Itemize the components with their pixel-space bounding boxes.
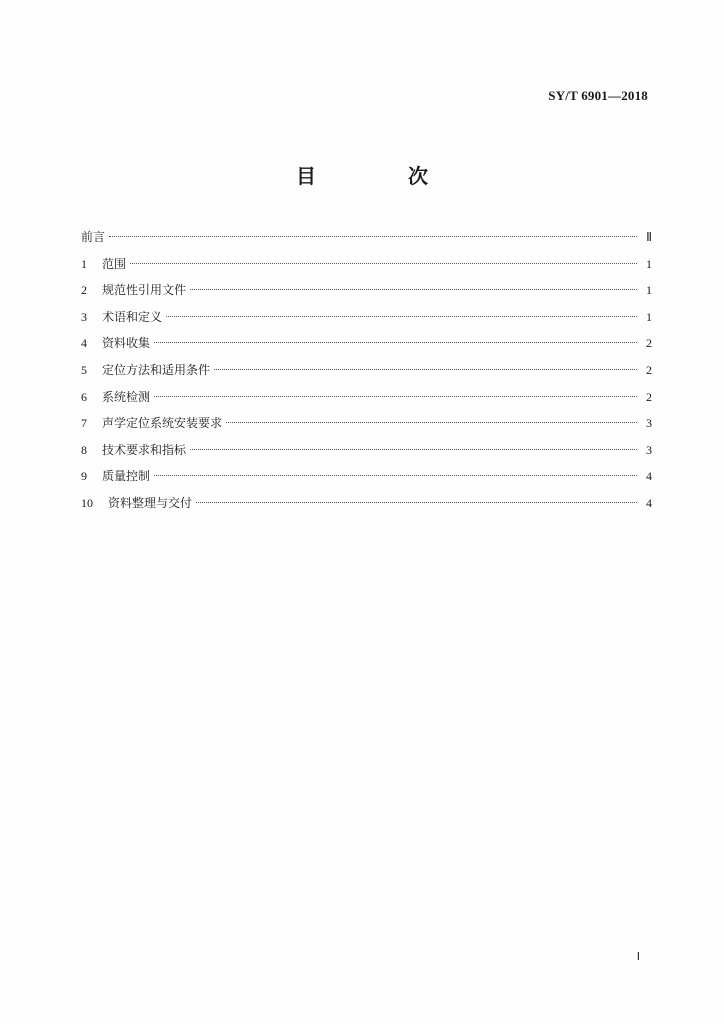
toc-entry-number: 5 xyxy=(81,362,87,377)
dot-leader xyxy=(190,449,637,450)
toc-entry-page: 2 xyxy=(646,389,652,404)
toc-entry-number: 9 xyxy=(81,469,87,484)
toc-entry-data-delivery[interactable] xyxy=(81,493,652,520)
page-title: 目 次 xyxy=(296,164,464,188)
toc-entry-number: 1 xyxy=(81,256,87,271)
table-of-contents xyxy=(81,227,652,520)
toc-entry-system-inspection[interactable] xyxy=(81,387,652,414)
toc-entry-label: 范围 xyxy=(102,256,127,271)
dot-leader xyxy=(226,422,637,423)
toc-entry-page: 4 xyxy=(646,495,652,510)
page-number: Ⅰ xyxy=(636,951,640,963)
toc-entry-label: 质量控制 xyxy=(102,469,151,484)
dot-leader xyxy=(154,475,637,476)
toc-entry-label: 术语和定义 xyxy=(102,309,163,324)
toc-entry-quality-control[interactable] xyxy=(81,466,652,493)
toc-entry-scope[interactable] xyxy=(81,254,652,281)
toc-entry-label: 资料整理与交付 xyxy=(108,495,193,510)
toc-entry-number: 2 xyxy=(81,283,87,298)
toc-entry-number: 7 xyxy=(81,416,87,431)
toc-entry-technical-requirements[interactable] xyxy=(81,440,652,467)
toc-entry-normative-references[interactable] xyxy=(81,280,652,307)
toc-entry-label: 前言 xyxy=(81,230,106,244)
toc-entry-page: Ⅱ xyxy=(646,230,652,244)
toc-entry-number: 8 xyxy=(81,442,87,457)
toc-entry-page: 4 xyxy=(646,469,652,484)
toc-entry-label: 定位方法和适用条件 xyxy=(102,362,211,377)
dot-leader xyxy=(196,502,637,503)
toc-entry-label: 技术要求和指标 xyxy=(102,442,187,457)
toc-entry-label: 声学定位系统安装要求 xyxy=(102,416,223,431)
toc-entry-page: 1 xyxy=(646,256,652,271)
dot-leader xyxy=(109,236,637,237)
toc-entry-page: 1 xyxy=(646,309,652,324)
toc-entry-page: 2 xyxy=(646,362,652,377)
toc-entry-page: 3 xyxy=(646,416,652,431)
standard-number: SY/T 6901—2018 xyxy=(548,88,648,103)
toc-entry-label: 资料收集 xyxy=(102,336,151,351)
toc-entry-positioning-methods[interactable] xyxy=(81,360,652,387)
dot-leader xyxy=(130,263,637,264)
toc-entry-number: 4 xyxy=(81,336,87,351)
dot-leader xyxy=(154,342,637,343)
toc-entry-number: 6 xyxy=(81,389,87,404)
toc-entry-label: 系统检测 xyxy=(102,389,151,404)
toc-entry-page: 2 xyxy=(646,336,652,351)
toc-entry-terms-definitions[interactable] xyxy=(81,307,652,334)
dot-leader xyxy=(190,289,637,290)
toc-entry-foreword[interactable] xyxy=(81,227,652,254)
toc-entry-number: 3 xyxy=(81,309,87,324)
dot-leader xyxy=(154,396,637,397)
toc-entry-number: 10 xyxy=(81,495,93,510)
toc-entry-label: 规范性引用文件 xyxy=(102,283,187,298)
toc-entry-page: 3 xyxy=(646,442,652,457)
toc-entry-installation-requirements[interactable] xyxy=(81,413,652,440)
toc-entry-page: 1 xyxy=(646,283,652,298)
toc-entry-data-collection[interactable] xyxy=(81,333,652,360)
dot-leader xyxy=(214,369,637,370)
dot-leader xyxy=(166,316,637,317)
